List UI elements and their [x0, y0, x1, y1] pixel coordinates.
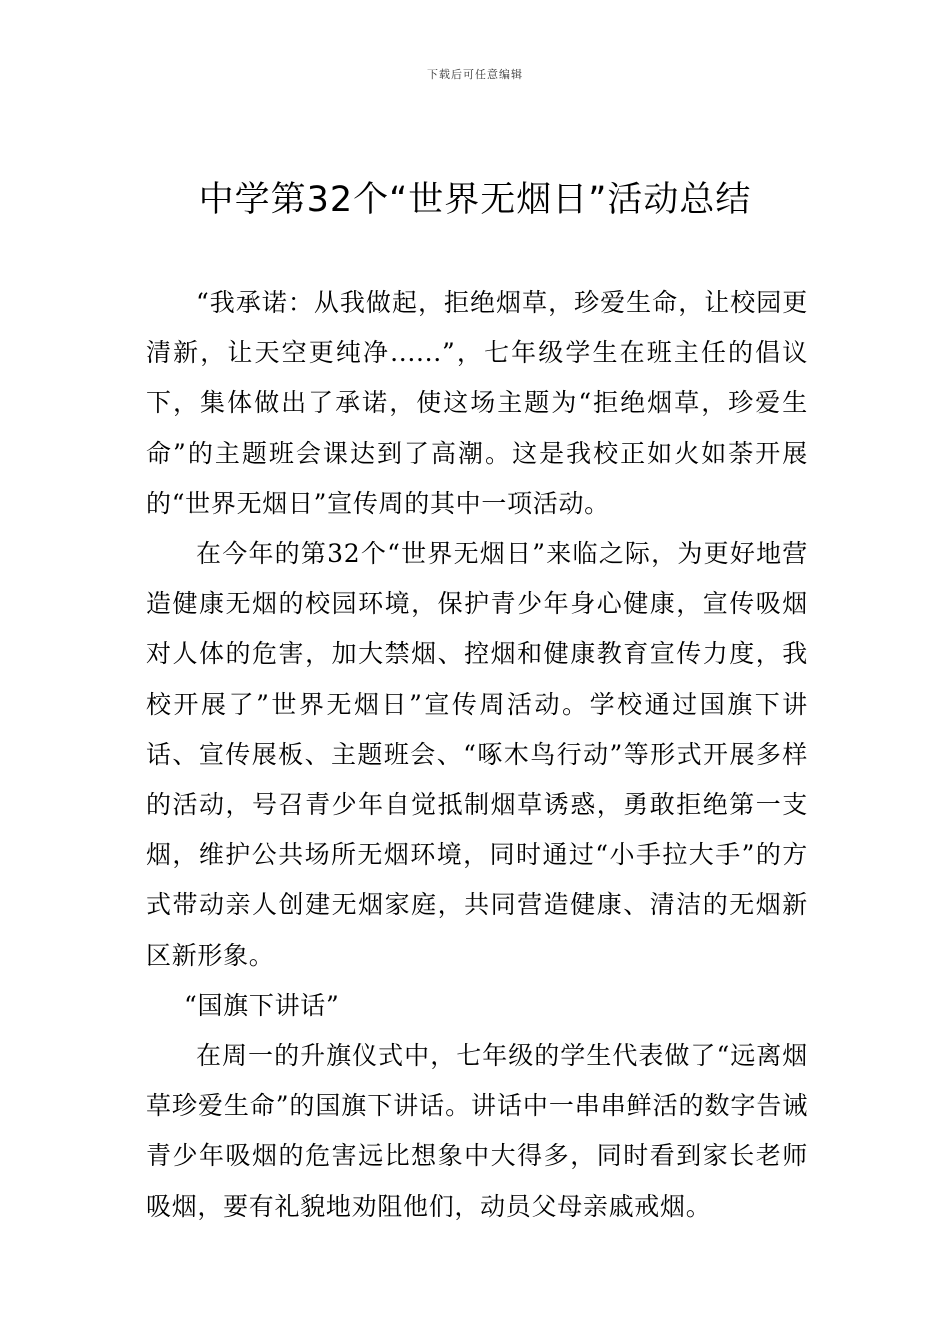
header-note: 下载后可任意编辑 — [427, 68, 523, 81]
paragraph-flag-speech: 在周一的升旗仪式中，七年级的学生代表做了“远离烟草珍爱生命”的国旗下讲话。讲话中一串串鲜活的数字告诫青少年吸烟的危害远比想象中大得多，同时看到家长老师吸烟，要有礼貌地劝阻他们，动员父母亲戚戒烟。 — [146, 1041, 808, 1221]
document-title: 中学第32个“世界无烟日”活动总结 — [198, 180, 752, 220]
paragraph-activity-overview: 在今年的第32个“世界无烟日”来临之际，为更好地营造健康无烟的校园环境，保护青少年身心健康，宣传吸烟对人体的危害，加大禁烟、控烟和健康教育宣传力度，我校开展了”世界无烟日”宣传周活动。学校通过国旗下讲话、宣传展板、主题班会、“啄木鸟行动”等形式开展多样的活动，号召青少年自觉抵制烟草诱惑，勇敢拒绝第一支烟，维护公共场所无烟环境，同时通过“小手拉大手”的方式带动亲人创建无烟家庭，共同营造健康、清洁的无烟新区新形象。 — [146, 539, 808, 970]
document-body — [146, 278, 808, 1232]
section-heading-flag-speech: “国旗下讲话” — [184, 990, 340, 1020]
paragraph-pledge: “我承诺：从我做起，拒绝烟草，珍爱生命，让校园更清新，让天空更纯净......”，七年级学生在班主任的倡议下，集体做出了承诺，使这场主题为“拒绝烟草，珍爱生命”的主题班会课达到了高潮。这是我校正如火如荼开展的“世界无烟日”宣传周的其中一项活动。 — [146, 288, 808, 518]
